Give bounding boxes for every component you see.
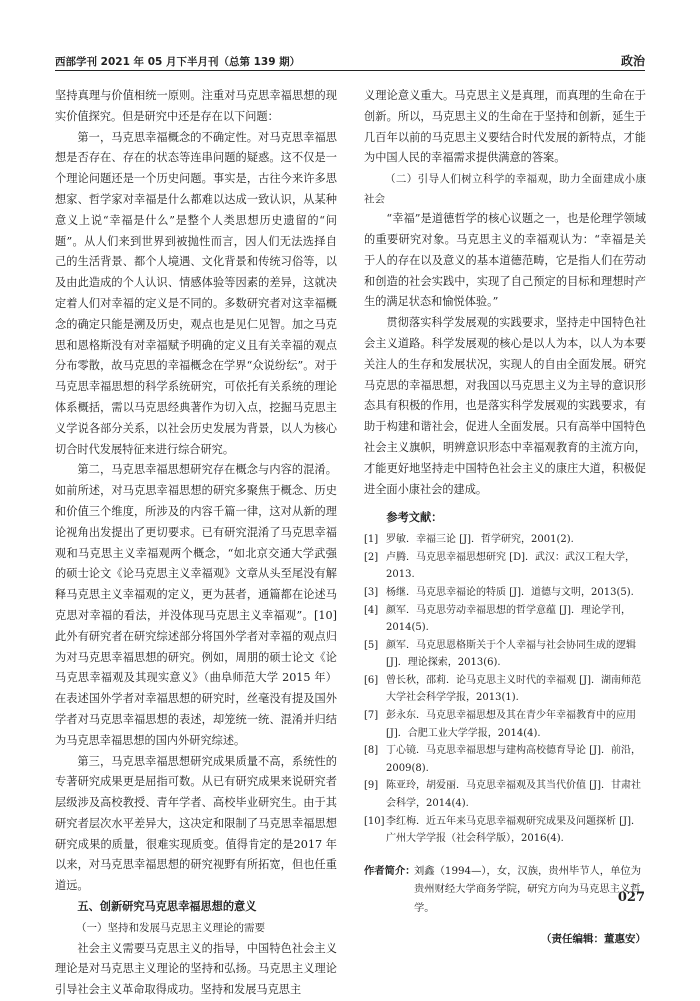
- reference-text: 陈亚玲，胡爱丽．马克思幸福观及其当代价值 [J]．甘肃社会科学，2014(4).: [386, 780, 641, 810]
- reference-text: 卢腾．马克思幸福思想研究 [D]．武汉：武汉工程大学，2013.: [386, 551, 635, 581]
- reference-text: 罗敏．幸福三论 [J]．哲学研究，2001(2).: [386, 534, 574, 546]
- reference-number: [9]: [364, 780, 379, 792]
- reference-number: [4]: [364, 604, 379, 616]
- reference-number: [7]: [364, 710, 379, 722]
- reference-item: [364, 531, 646, 549]
- page-number: 027: [617, 890, 645, 905]
- right-column: [364, 86, 646, 950]
- reference-text: 颜军．马克思恩格斯关于个人幸福与社会协同生成的逻辑 [J]．理论探索，2013(6).: [386, 639, 636, 669]
- reference-text: 彭永东．马克思幸福思想及其在青少年幸福教育中的应用 [J]．合肥工业大学学报，2014(4).: [386, 710, 636, 739]
- reference-text: 杨继．马克思幸福论的特质 [J]．道德与文明，2013(5).: [386, 586, 634, 598]
- subsection-heading: （二）引导人们树立科学的幸福观，助力全面建成小康社会: [364, 173, 646, 206]
- reference-number: [8]: [364, 745, 379, 757]
- paragraph: “幸福”是道德哲学的核心议题之一，也是伦理学领域的重要研究对象。马克思主义的幸福观认为：“幸福是关于人的存在以及意义的基本道德范畴，它是指人们在劳动和创造的社会实践中，实现了自己预定的目标和理想时产生的满足状态和愉悦体验。”: [364, 212, 646, 309]
- reference-item: [364, 742, 646, 777]
- journal-title: 西部学刊 2021 年 05 月下半月刊（总第 139 期）: [55, 56, 301, 68]
- author-bio: [364, 862, 646, 918]
- reference-item: [364, 549, 646, 584]
- reference-item: [364, 707, 646, 742]
- paragraph: 第三，马克思幸福思想研究成果质量不高，系统性的专著研究成果更是屈指可数。从已有研究成果来说研究者层级涉及高校教授、青年学者、高校毕业研究生。由于其研究者层次水平差异大，这决定和限制了马克思幸福思想研究成果的质量，很难实现质变。值得肯定的是2017 年以来，对马克思幸福思想的研究视野有所拓宽，但也任重道远。: [55, 754, 337, 893]
- references: [364, 508, 646, 847]
- paragraph: 社会主义需要马克思主义的指导，中国特色社会主义理论是对马克思主义理论的坚持和弘扬。马克思主义理论引导社会主义革命取得成功。坚持和发展马克思主: [55, 941, 337, 997]
- reference-item: [364, 637, 646, 672]
- paragraph: 第一，马克思幸福概念的不确定性。对马克思幸福思想是否存在、存在的状态等连串问题的疑惑。这不仅是一个理论问题还是一个历史问题。事实是，古往今来许多思想家、哲学家对幸福是什么都难以达成一致认识，从某种意义上说“幸福是什么”是整个人类思想历史遗留的“问题”。从人们来到世界到被抛性而言，因人们无法选择自己的生活背景、都个人境遇、文化背景和传统习俗等，以及由此造成的个人认识、情感体验等因素的差异，这就决定着人们对幸福的定义是不同的。多数研究者对这幸福概念的确定只能是溯及历史，观点也是见仁见智。加之马克思和恩格斯没有对幸福赋予明确的定义且有关幸福的观点分布零散，故马克思的幸福概念在学界“众说纷纭”。对于马克思幸福思想的科学系统研究，可依托有关系统的理论体系概括，需以马克思经典著作为切入点，挖掘马克思主义学说各部分关系，以社会历史发展为背景，以人为核心切合时代发展特征来进行综合研究。: [55, 130, 337, 456]
- reference-number: [5]: [364, 639, 379, 651]
- reference-number: [3]: [364, 586, 379, 598]
- reference-number: [6]: [364, 674, 379, 686]
- paragraph: 义理论意义重大。马克思主义是真理，而真理的生命在于创新。所以，马克思主义的生命在于坚持和创新，延生于几百年以前的马克思主义要结合时代发展的新特点，才能为中国人民的幸福需求提供满意的答案。: [364, 89, 646, 165]
- left-column: [55, 86, 337, 1001]
- section-heading: 五、创新研究马克思幸福思想的意义: [77, 900, 257, 914]
- subsection-heading: （一）坚持和发展马克思主义理论的需要: [76, 921, 265, 934]
- reference-number: [10]: [364, 815, 385, 827]
- reference-item: [364, 602, 646, 637]
- reference-number: [1]: [364, 534, 379, 546]
- references-title: 参考文献：: [386, 511, 443, 525]
- reference-item: [364, 777, 646, 812]
- editor-note: （责任编辑：董惠安）: [541, 933, 646, 946]
- reference-text: 颜军．马克思劳动幸福思想的哲学意蕴 [J]．理论学刊，2014(5).: [386, 604, 631, 634]
- header-rule: [55, 70, 645, 71]
- author-text: 刘鑫（1994—），女，汉族，贵州毕节人，单位为贵州财经大学商务学院，研究方向为马克思主义哲学。: [414, 864, 641, 914]
- paragraph: 第二，马克思幸福思想研究存在概念与内容的混淆。如前所述，对马克思幸福思想的研究多聚焦于概念、历史和价值三个维度，所涉及的内容千篇一律，这对从新的理论视角出发提出了更切要求。已有研究混淆了马克思幸福观和马克思主义幸福观两个概念，“如北京交通大学武强的硕士论文《论马克思主义幸福观》文章从头至尾没有解释马克思主义幸福观的定义，更为甚者，通篇都在论述马克思对幸福的看法，并没体现马克思主义幸福观”。[10] 此外有研究者在研究综述部分将国外学者对幸福的观点归为对马克思幸福思想的研究。例如，周朋的硕士论文《论马克思幸福观及其现实意义》（曲阜师范大学 2015 年）在表述国外学者对幸福思想的研究时，丝毫没有提及国外学者对马克思幸福思想的表述，却笼统一统、混淆并归结为马克思幸福思想的国内外研究综述。: [55, 463, 337, 747]
- reference-number: [2]: [364, 551, 379, 563]
- reference-text: 李红梅．近五年来马克思幸福观研究成果及问题探析 [J]．广州大学学报（社会科学版），2016(4).: [386, 815, 641, 845]
- section-label: 政治: [620, 54, 645, 68]
- author-label: 作者简介：: [364, 864, 416, 877]
- reference-text: 丁心镜．马克思幸福思想与建构高校德育导论 [J]．前沿，2009(8).: [386, 745, 641, 774]
- paragraph: 坚持真理与价值相统一原则。注重对马克思幸福思想的现实价值探究。但是研究中还是存在以下问题：: [55, 89, 337, 123]
- reference-item: [364, 813, 646, 848]
- page-header: [55, 50, 645, 70]
- paragraph: 贯彻落实科学发展观的实践要求，坚持走中国特色社会主义道路。科学发展观的核心是以人为本，以人为本要关注人的生存和发展状况，实现人的自由全面发展。研究马克思的幸福思想，对我国以马克思主义为主导的意识形态具有积极的作用，也是落实科学发展观的实践要求，有助于构建和谐社会，促进人全面发展。只有高举中国特色社会主义旗帜，明辨意识形态中幸福观教育的主流方向，才能更好地坚持走中国特色社会主义的康庄大道，积极促进全面小康社会的建成。: [364, 316, 646, 496]
- reference-text: 曾长秋，邵莉．论马克思主义时代的幸福观 [J]．湖南师范大学社会科学学报，2013(1).: [386, 674, 641, 704]
- reference-item: [364, 672, 646, 707]
- reference-item: [364, 584, 646, 602]
